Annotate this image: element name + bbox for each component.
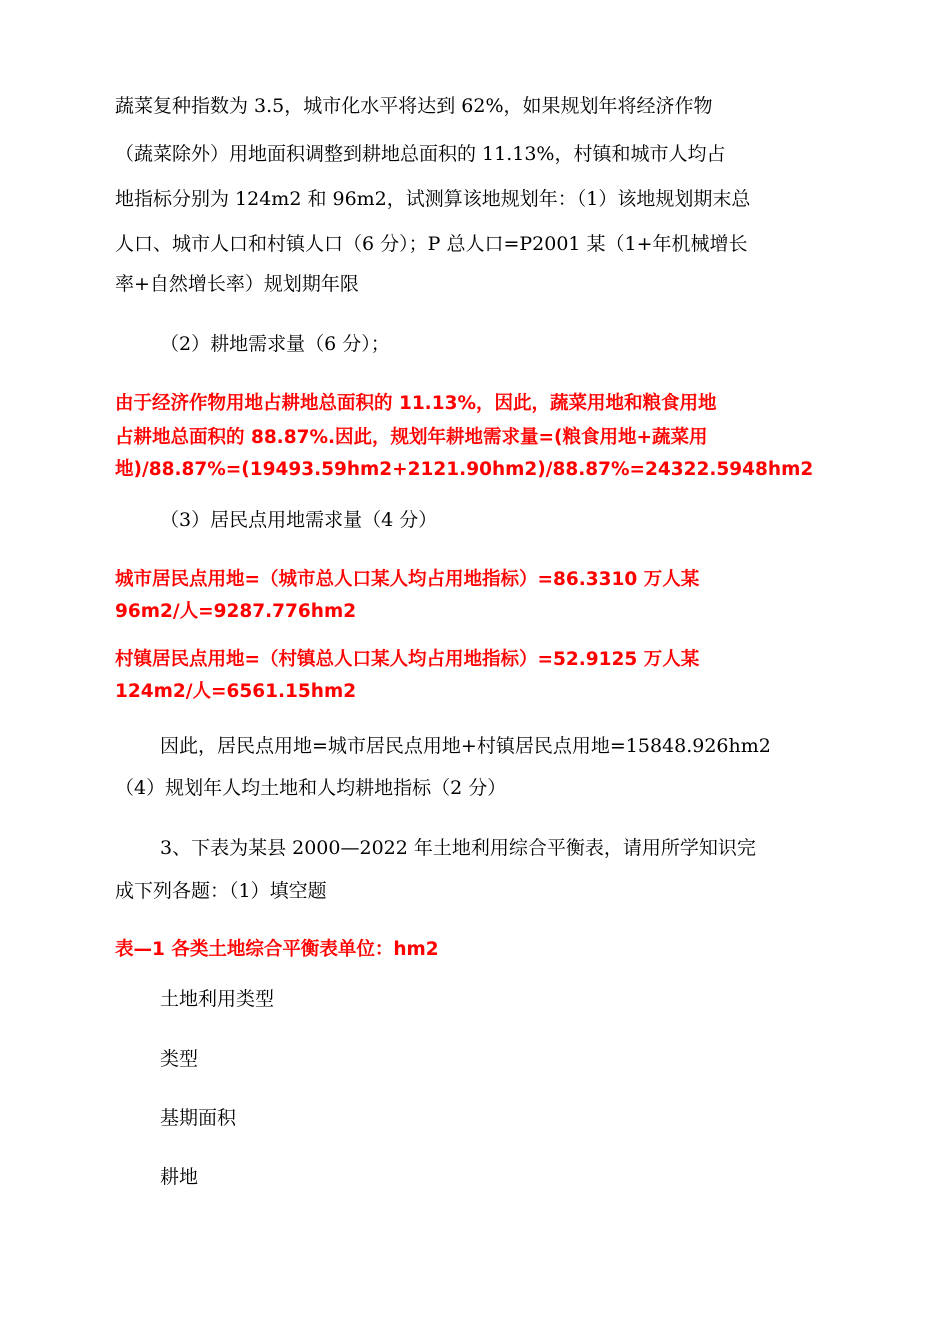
table-item-land-use-type: 土地利用类型	[160, 988, 275, 1010]
p1-line-1: 蔬菜复种指数为 3.5，城市化水平将达到 62%，如果规划年将经济作物	[115, 95, 713, 117]
p1-line-3: 地指标分别为 124m2 和 96m2，试测算该地规划年：（1）该地规划期末总	[115, 188, 751, 210]
p1-line-5: 率+自然增长率）规划期年限	[115, 273, 359, 295]
answer-2-line-3: 地)/88.87%=(19493.59hm2+2121.90hm2)/88.87%=24322.5948hm2	[115, 459, 814, 480]
question-3: （3）居民点用地需求量（4 分）	[160, 509, 438, 531]
question-2: （2）耕地需求量（6 分）；	[160, 333, 390, 355]
answer-3-town-line-1: 村镇居民点用地=（村镇总人口某人均占用地指标）=52.9125 万人某	[115, 649, 700, 670]
answer-3-total: 因此，居民点用地=城市居民点用地+村镇居民点用地=15848.926hm2	[160, 735, 771, 757]
table-item-farmland: 耕地	[160, 1166, 199, 1188]
table-item-base-area: 基期面积	[160, 1107, 237, 1129]
answer-2-line-2: 占耕地总面积的 88.87%.因此，规划年耕地需求量=(粮食用地+蔬菜用	[115, 427, 708, 448]
table-item-type: 类型	[160, 1048, 199, 1070]
p1-line-2: （蔬菜除外）用地面积调整到耕地总面积的 11.13%，村镇和城市人均占	[115, 143, 726, 165]
question-5-line-1: 3、下表为某县 2000—2022 年土地利用综合平衡表，请用所学知识完	[160, 837, 756, 859]
question-4: （4）规划年人均土地和人均耕地指标（2 分）	[115, 777, 507, 799]
table-title: 表—1 各类土地综合平衡表单位：hm2	[115, 939, 439, 960]
p1-line-4: 人口、城市人口和村镇人口（6 分）；P 总人口=P2001 某（1+年机械增长	[115, 233, 748, 255]
question-5-line-2: 成下列各题：（1）填空题	[115, 880, 327, 902]
answer-2-line-1: 由于经济作物用地占耕地总面积的 11.13%，因此，蔬菜用地和粮食用地	[115, 393, 717, 414]
answer-3-city-line-2: 96m2/人=9287.776hm2	[115, 601, 357, 622]
answer-3-city-line-1: 城市居民点用地=（城市总人口某人均占用地指标）=86.3310 万人某	[115, 569, 700, 590]
answer-3-town-line-2: 124m2/人=6561.15hm2	[115, 681, 357, 702]
